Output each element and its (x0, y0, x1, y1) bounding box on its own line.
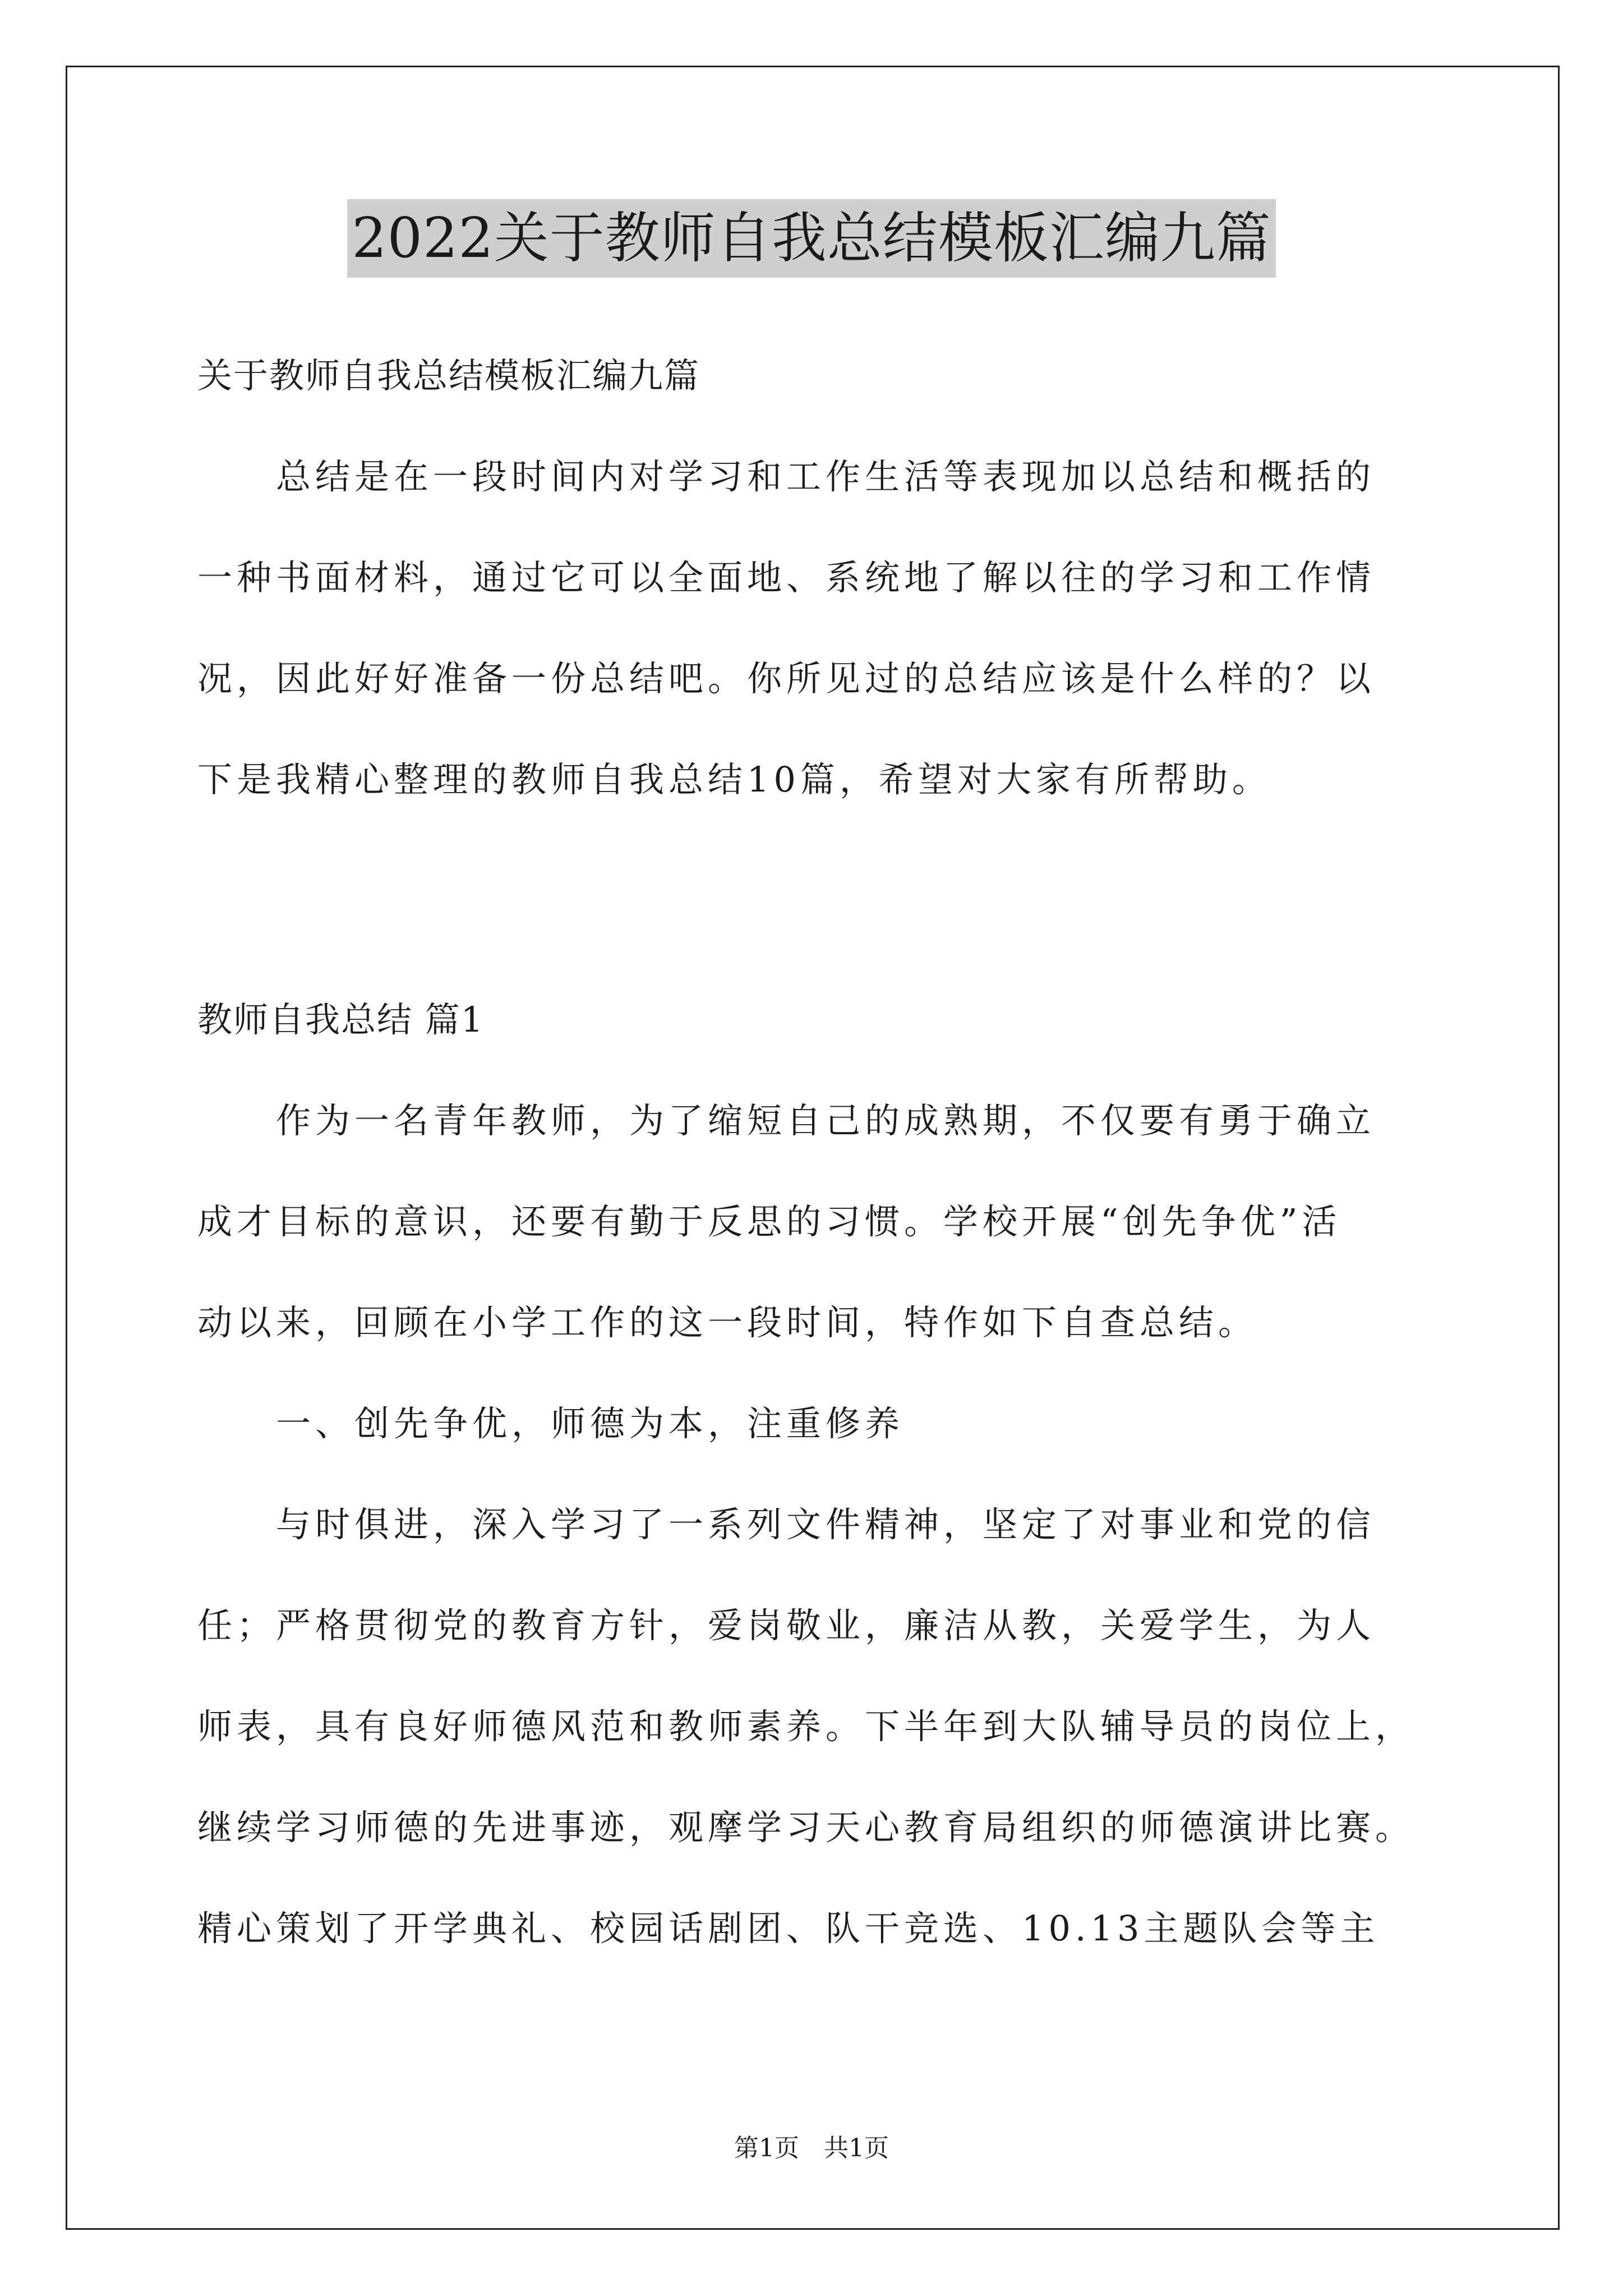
page-footer: 第1页 共1页 (734, 2134, 889, 2162)
body-line: 成才目标的意识，还要有勤于反思的习惯。学校开展“创先争优”活 (197, 1201, 1341, 1242)
document-title: 2022关于教师自我总结模板汇编九篇 (347, 199, 1275, 278)
body-line: 继续学习师德的先进事迹，观摩学习天心教育局组织的师德演讲比赛。 (197, 1807, 1415, 1848)
body-line: 动以来，回顾在小学工作的这一段时间，特作如下自查总结。 (197, 1302, 1258, 1343)
document-subtitle: 关于教师自我总结模板汇编九篇 (197, 355, 700, 396)
section-heading: 教师自我总结 篇1 (197, 999, 485, 1040)
intro-line: 况，因此好好准备一份总结吧。你所见过的总结应该是什么样的？以 (197, 658, 1376, 699)
body-line: 一、创先争优，师德为本，注重修养 (197, 1403, 905, 1444)
body-line: 作为一名青年教师，为了缩短自己的成熟期，不仅要有勇于确立 (197, 1100, 1376, 1141)
intro-line: 一种书面材料，通过它可以全面地、系统地了解以往的学习和工作情 (197, 557, 1376, 598)
body-line: 精心策划了开学典礼、校园话剧团、队干竞选、10.13主题队会等主 (197, 1908, 1380, 1949)
intro-line: 总结是在一段时间内对学习和工作生活等表现加以总结和概括的 (197, 456, 1376, 497)
title-container (0, 199, 1623, 278)
body-line: 师表，具有良好师德风范和教师素养。下半年到大队辅导员的岗位上， (197, 1706, 1415, 1747)
body-line: 与时俱进，深入学习了一系列文件精神，坚定了对事业和党的信 (197, 1504, 1376, 1545)
intro-line: 下是我精心整理的教师自我总结10篇，希望对大家有所帮助。 (197, 759, 1271, 800)
body-line: 任；严格贯彻党的教育方针，爱岗敬业，廉洁从教，关爱学生，为人 (197, 1605, 1376, 1646)
